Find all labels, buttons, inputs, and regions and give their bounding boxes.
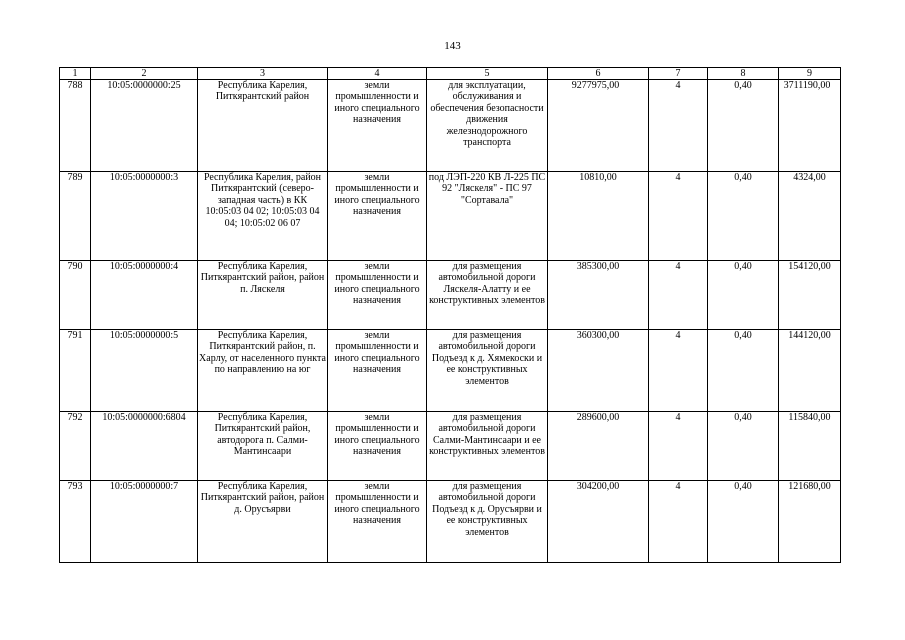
column-number: 8	[708, 68, 779, 80]
column-9-value: 115840,00	[779, 412, 841, 481]
cadastral-number: 10:05:0000000:3	[91, 172, 198, 261]
land-category: земли промышленности и иного специального назначения	[328, 261, 427, 330]
cadastral-number: 10:05:0000000:5	[91, 330, 198, 412]
land-category: земли промышленности и иного специального назначения	[328, 330, 427, 412]
column-9-value: 144120,00	[779, 330, 841, 412]
column-9-value: 4324,00	[779, 172, 841, 261]
column-7-value: 4	[649, 330, 708, 412]
cadastral-number: 10:05:0000000:4	[91, 261, 198, 330]
land-category: земли промышленности и иного специального назначения	[328, 80, 427, 172]
permitted-use: для размещения автомобильной дороги Салми-Мантинсаари и ее конструктивных элементов	[427, 412, 548, 481]
table-row	[60, 412, 841, 481]
permitted-use: для размещения автомобильной дороги Ляскеля-Алатту и ее конструктивных элементов	[427, 261, 548, 330]
column-9-value: 154120,00	[779, 261, 841, 330]
column-8-value: 0,40	[708, 330, 779, 412]
column-number: 7	[649, 68, 708, 80]
area: 10810,00	[548, 172, 649, 261]
permitted-use: для размещения автомобильной дороги Подъезд к д. Орусъярви и ее конструктивных элементов	[427, 481, 548, 563]
column-7-value: 4	[649, 80, 708, 172]
column-7-value: 4	[649, 261, 708, 330]
cadastral-number: 10:05:0000000:7	[91, 481, 198, 563]
column-number-row	[60, 68, 841, 80]
area: 9277975,00	[548, 80, 649, 172]
area: 385300,00	[548, 261, 649, 330]
column-8-value: 0,40	[708, 80, 779, 172]
area: 304200,00	[548, 481, 649, 563]
column-9-value: 3711190,00	[779, 80, 841, 172]
row-number: 791	[60, 330, 91, 412]
column-number: 2	[91, 68, 198, 80]
location: Республика Карелия, Питкярантский район	[198, 80, 328, 172]
location: Республика Карелия, Питкярантский район, район п. Ляскеля	[198, 261, 328, 330]
column-7-value: 4	[649, 412, 708, 481]
column-number: 1	[60, 68, 91, 80]
page-number: 143	[444, 40, 461, 52]
column-number: 4	[328, 68, 427, 80]
location: Республика Карелия, Питкярантский район, автодорога п. Салми-Мантинсаари	[198, 412, 328, 481]
land-plots-table	[59, 67, 841, 563]
column-8-value: 0,40	[708, 172, 779, 261]
column-8-value: 0,40	[708, 481, 779, 563]
permitted-use: для размещения автомобильной дороги Подъезд к д. Хямекоски и ее конструктивных элементов	[427, 330, 548, 412]
table-row	[60, 261, 841, 330]
permitted-use: для эксплуатации, обслуживания и обеспечения безопасности движения железнодорожного транспорта	[427, 80, 548, 172]
column-number: 3	[198, 68, 328, 80]
land-category: земли промышленности и иного специального назначения	[328, 172, 427, 261]
column-8-value: 0,40	[708, 261, 779, 330]
table-row	[60, 80, 841, 172]
column-7-value: 4	[649, 481, 708, 563]
cadastral-number: 10:05:0000000:25	[91, 80, 198, 172]
land-category: земли промышленности и иного специального назначения	[328, 481, 427, 563]
location: Республика Карелия, Питкярантский район, п. Харлу, от населенного пункта по направлению на юг	[198, 330, 328, 412]
location: Республика Карелия, район Питкярантский (северо-западная часть) в КК 10:05:03 04 02; 10:05:03 04 04; 10:05:02 06 07	[198, 172, 328, 261]
row-number: 790	[60, 261, 91, 330]
column-number: 9	[779, 68, 841, 80]
row-number: 793	[60, 481, 91, 563]
area: 289600,00	[548, 412, 649, 481]
column-number: 6	[548, 68, 649, 80]
column-7-value: 4	[649, 172, 708, 261]
table-row	[60, 172, 841, 261]
row-number: 792	[60, 412, 91, 481]
location: Республика Карелия, Питкярантский район, район д. Орусъярви	[198, 481, 328, 563]
column-number: 5	[427, 68, 548, 80]
table-row	[60, 330, 841, 412]
permitted-use: под ЛЭП-220 КВ Л-225 ПС 92 "Ляскеля" - ПС 97 "Сортавала"	[427, 172, 548, 261]
row-number: 789	[60, 172, 91, 261]
land-category: земли промышленности и иного специального назначения	[328, 412, 427, 481]
column-9-value: 121680,00	[779, 481, 841, 563]
cadastral-number: 10:05:0000000:6804	[91, 412, 198, 481]
area: 360300,00	[548, 330, 649, 412]
row-number: 788	[60, 80, 91, 172]
table-row	[60, 481, 841, 563]
column-8-value: 0,40	[708, 412, 779, 481]
